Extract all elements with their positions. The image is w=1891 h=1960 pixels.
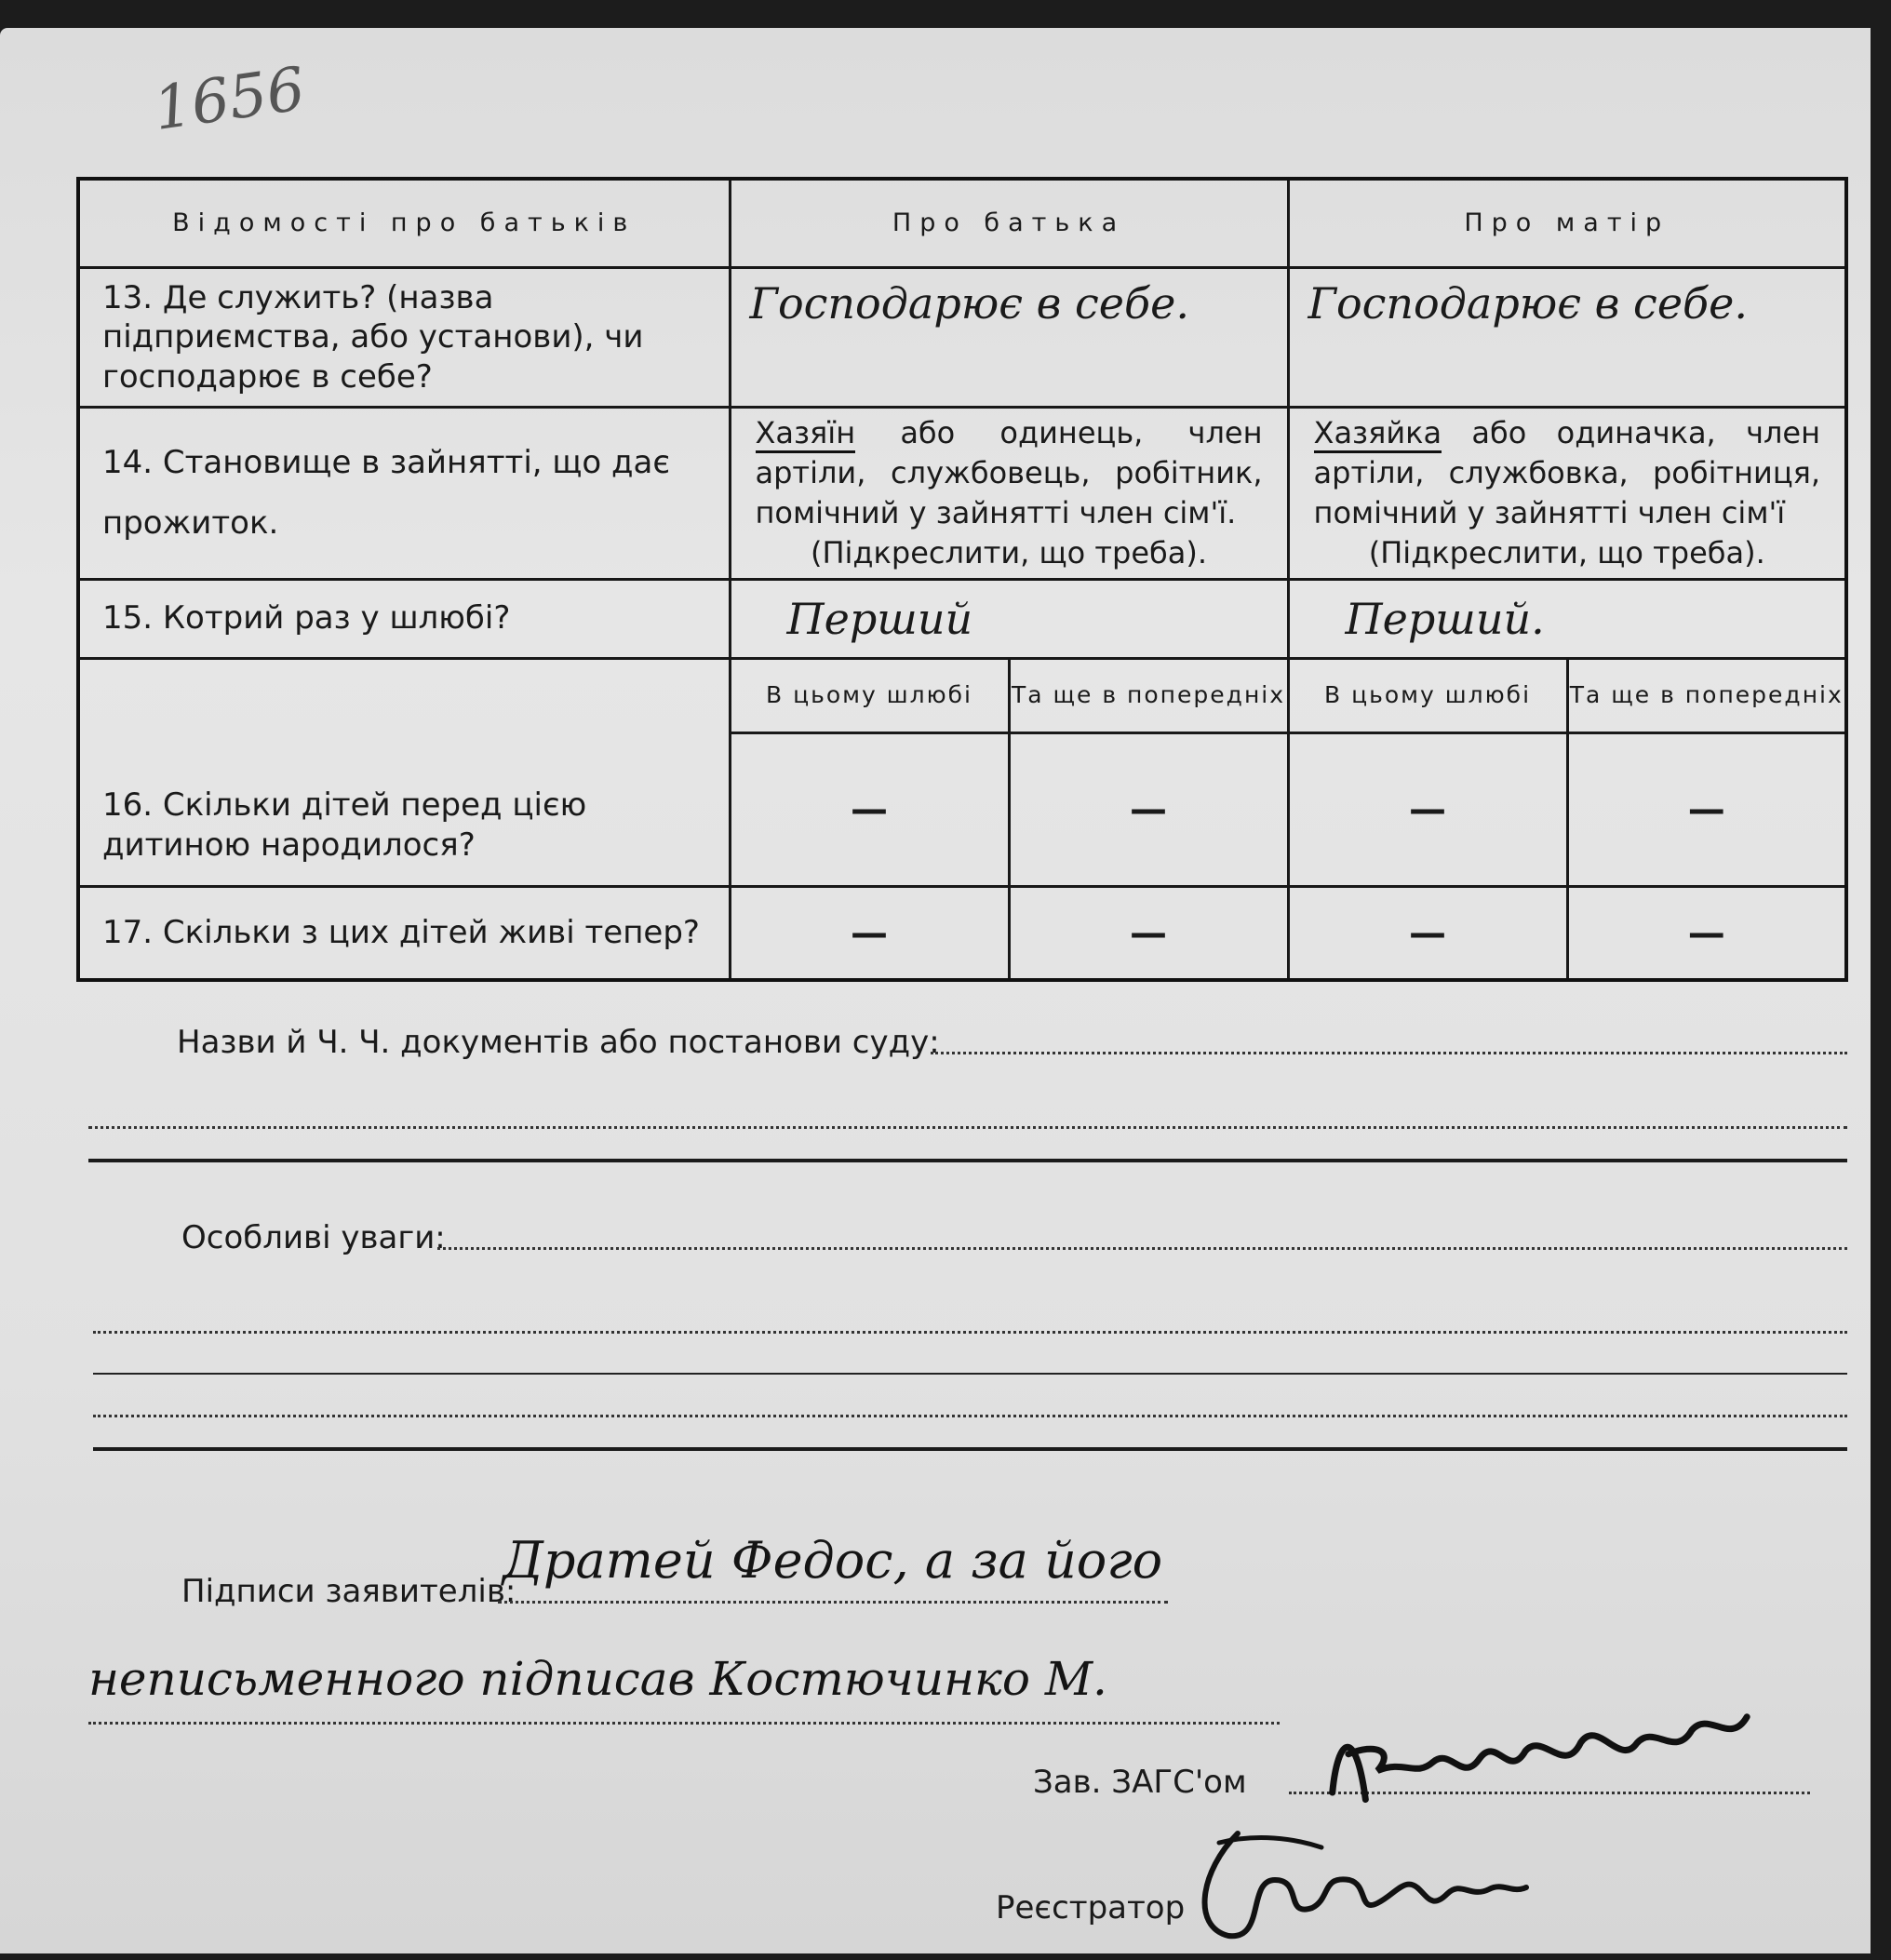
remarks-line	[93, 1331, 1847, 1334]
header-father: Про батька	[730, 179, 1288, 267]
remarks-line	[93, 1415, 1847, 1417]
signature-line	[88, 1722, 1280, 1725]
q14-mother-options	[1288, 408, 1846, 579]
section-divider	[88, 1159, 1847, 1162]
header-parents-info: Відомості про батьків	[78, 179, 730, 267]
q15-label: 15. Котрий раз у шлюбі?	[78, 579, 730, 658]
documents-line	[931, 1052, 1847, 1054]
parents-info-table	[76, 177, 1848, 982]
documents-line	[88, 1126, 1847, 1129]
q16-value: —	[1009, 732, 1288, 886]
q14-father-rest: або одинець, член артіли, службовець, робітник, помічний у зайнятті член сім'ї.	[755, 414, 1263, 531]
head-signature	[1318, 1687, 1772, 1835]
q17-value: —	[1009, 887, 1288, 980]
sub-previous-mother: Та ще в попередніх	[1567, 658, 1846, 732]
remarks-label: Особливі уваги:	[181, 1219, 446, 1256]
q17-label: 17. Скільки з цих дітей живі тепер?	[78, 887, 730, 980]
q16-value: —	[1288, 732, 1567, 886]
sub-this-marriage-mother: В цьому шлюбі	[1288, 658, 1567, 732]
applicants-signature-label: Підписи заявителів:	[181, 1573, 516, 1610]
q14-mother-note: (Підкреслити, що треба).	[1368, 535, 1765, 571]
applicants-signature-line2: неписьменного підписав Костючинко М.	[88, 1652, 1107, 1706]
q16-label: 16. Скільки дітей перед цією дитиною народилося?	[78, 658, 730, 886]
head-of-registry-label: Зав. ЗАГС'ом	[1033, 1764, 1247, 1801]
head-signature-graphic	[1318, 1687, 1771, 1820]
applicants-signature-line1: Дратей Федос, а за його	[503, 1531, 1163, 1590]
q13-label: 13. Де служить? (назва підприємства, або установи), чи господарює в себе?	[78, 267, 730, 408]
form-page	[0, 28, 1871, 1953]
q17-value: —	[730, 887, 1009, 980]
registrar-label: Реєстратор	[996, 1889, 1186, 1926]
section-divider	[93, 1447, 1847, 1451]
q15-mother-answer: Перший.	[1288, 579, 1846, 658]
q14-label: 14. Становище в зайнятті, що дає прожиток.	[78, 408, 730, 579]
q13-mother-answer: Господарює в себе.	[1288, 267, 1846, 408]
header-mother: Про матір	[1288, 179, 1846, 267]
documents-label: Назви й Ч. Ч. документів або постанови суду:	[177, 1024, 940, 1061]
q16-value: —	[730, 732, 1009, 886]
folio-number: 1656	[149, 55, 310, 144]
sub-previous-father: Та ще в попередніх	[1009, 658, 1288, 732]
q14-father-options	[730, 408, 1288, 579]
q17-value: —	[1567, 887, 1846, 980]
registrar-signature	[1182, 1824, 1536, 1960]
q14-father-selected: Хазяїн	[756, 415, 856, 453]
sub-this-marriage-father: В цьому шлюбі	[730, 658, 1009, 732]
registrar-signature-graphic	[1182, 1824, 1536, 1945]
q16-value: —	[1567, 732, 1846, 886]
q13-father-answer: Господарює в себе.	[730, 267, 1288, 408]
q14-mother-rest: або одиначка, член артіли, службовка, робітниця, помічний у зайнятті член сім'ї	[1313, 414, 1821, 531]
q14-father-note: (Підкреслити, що треба).	[810, 535, 1208, 571]
signature-line	[498, 1601, 1168, 1604]
section-divider	[93, 1373, 1847, 1375]
q17-value: —	[1288, 887, 1567, 980]
remarks-line	[437, 1247, 1847, 1250]
q14-mother-selected: Хазяйка	[1314, 415, 1442, 453]
q15-father-answer: Перший	[730, 579, 1288, 658]
